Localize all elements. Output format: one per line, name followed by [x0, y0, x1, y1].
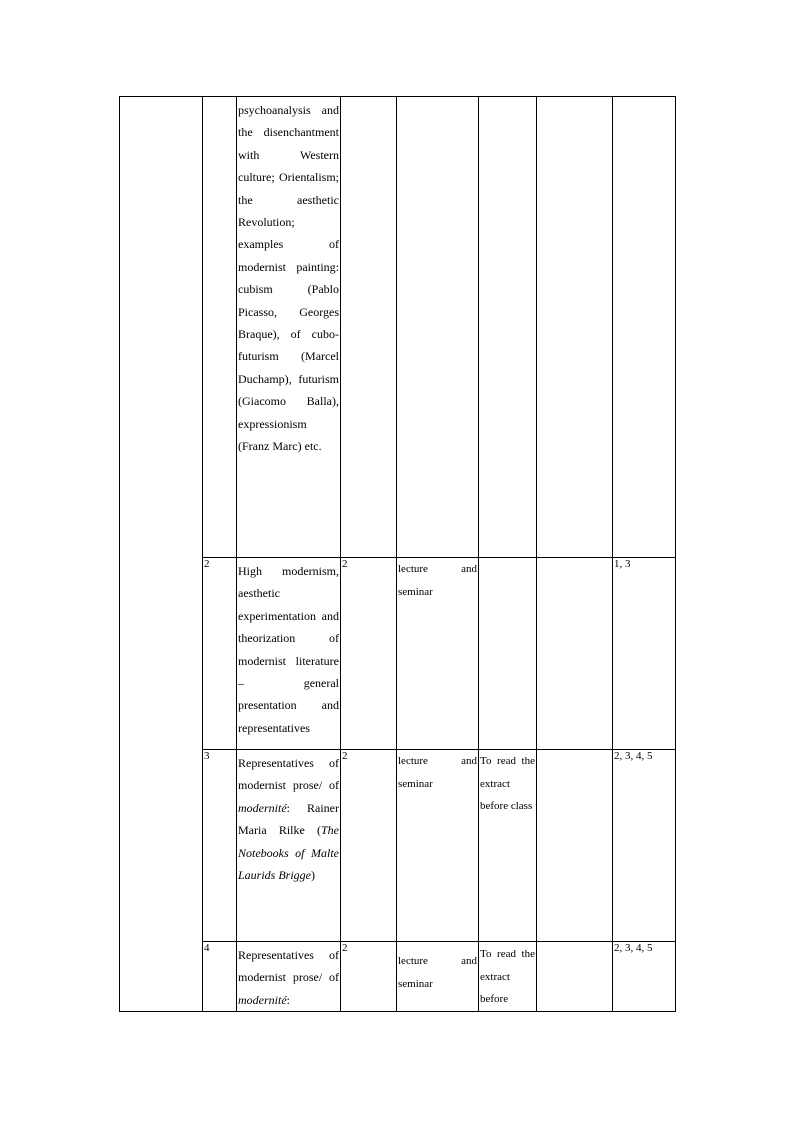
row-number-cell [203, 750, 237, 942]
week-column-cell [120, 97, 203, 1012]
method-text: lecture and seminar [398, 955, 477, 990]
task-cell [479, 942, 537, 1012]
row-number-cell [203, 942, 237, 1012]
hours-cell [341, 750, 397, 942]
method-text: lecture and seminar [398, 563, 477, 598]
topic-cell [237, 558, 341, 750]
topic-text: psychoanalysis and the disenchantment with Western culture; Orientalism; the aesthetic Revolution; examples of modernist painting: cubism (Pablo Picasso, Georges Braque), of cubo-futurism (Marcel Duchamp), futurism (Giacomo Balla), expressionism (Franz Marc) etc. [238, 103, 339, 454]
bibliography-refs: 1, 3 [614, 558, 631, 570]
task-cell [479, 558, 537, 750]
hours-cell [341, 97, 397, 558]
notes-cell [537, 750, 613, 942]
topic-cell [237, 942, 341, 1012]
task-cell [479, 750, 537, 942]
task-text: To read the extract before class [480, 755, 535, 813]
notes-cell [537, 97, 613, 558]
bibliography-refs: 2, 3, 4, 5 [614, 750, 653, 762]
hours-value: 2 [342, 750, 348, 762]
topic-text: High modernism, aesthetic experimentation and theorization of modernist literature – general presentation and representatives [238, 564, 339, 735]
task-cell [479, 97, 537, 558]
hours-value: 2 [342, 942, 348, 954]
topic-cell [237, 750, 341, 942]
hours-value: 2 [342, 558, 348, 570]
row-number: 2 [204, 558, 210, 570]
bibliography-cell [613, 97, 676, 558]
bibliography-cell [613, 942, 676, 1012]
topic-text: Representatives of modernist prose/ of modernité: Rainer Maria Rilke (The Notebooks of Malte Laurids Brigge) [238, 756, 339, 883]
bibliography-cell [613, 558, 676, 750]
table-row [120, 558, 676, 750]
method-cell [397, 750, 479, 942]
table-row [120, 942, 676, 1012]
notes-cell [537, 558, 613, 750]
course-syllabus-table [119, 96, 676, 1012]
hours-cell [341, 942, 397, 1012]
method-cell [397, 97, 479, 558]
topic-text: Representatives of modernist prose/ of modernité: [238, 948, 339, 1007]
table-row [120, 750, 676, 942]
method-text: lecture and seminar [398, 755, 477, 790]
method-cell [397, 558, 479, 750]
bibliography-refs: 2, 3, 4, 5 [614, 942, 653, 954]
method-cell [397, 942, 479, 1012]
row-number: 3 [204, 750, 210, 762]
table-row [120, 97, 676, 558]
hours-cell [341, 558, 397, 750]
topic-cell [237, 97, 341, 558]
task-text: To read the extract before [480, 948, 535, 1006]
row-number-cell [203, 97, 237, 558]
row-number: 4 [204, 942, 210, 954]
notes-cell [537, 942, 613, 1012]
row-number-cell [203, 558, 237, 750]
bibliography-cell [613, 750, 676, 942]
